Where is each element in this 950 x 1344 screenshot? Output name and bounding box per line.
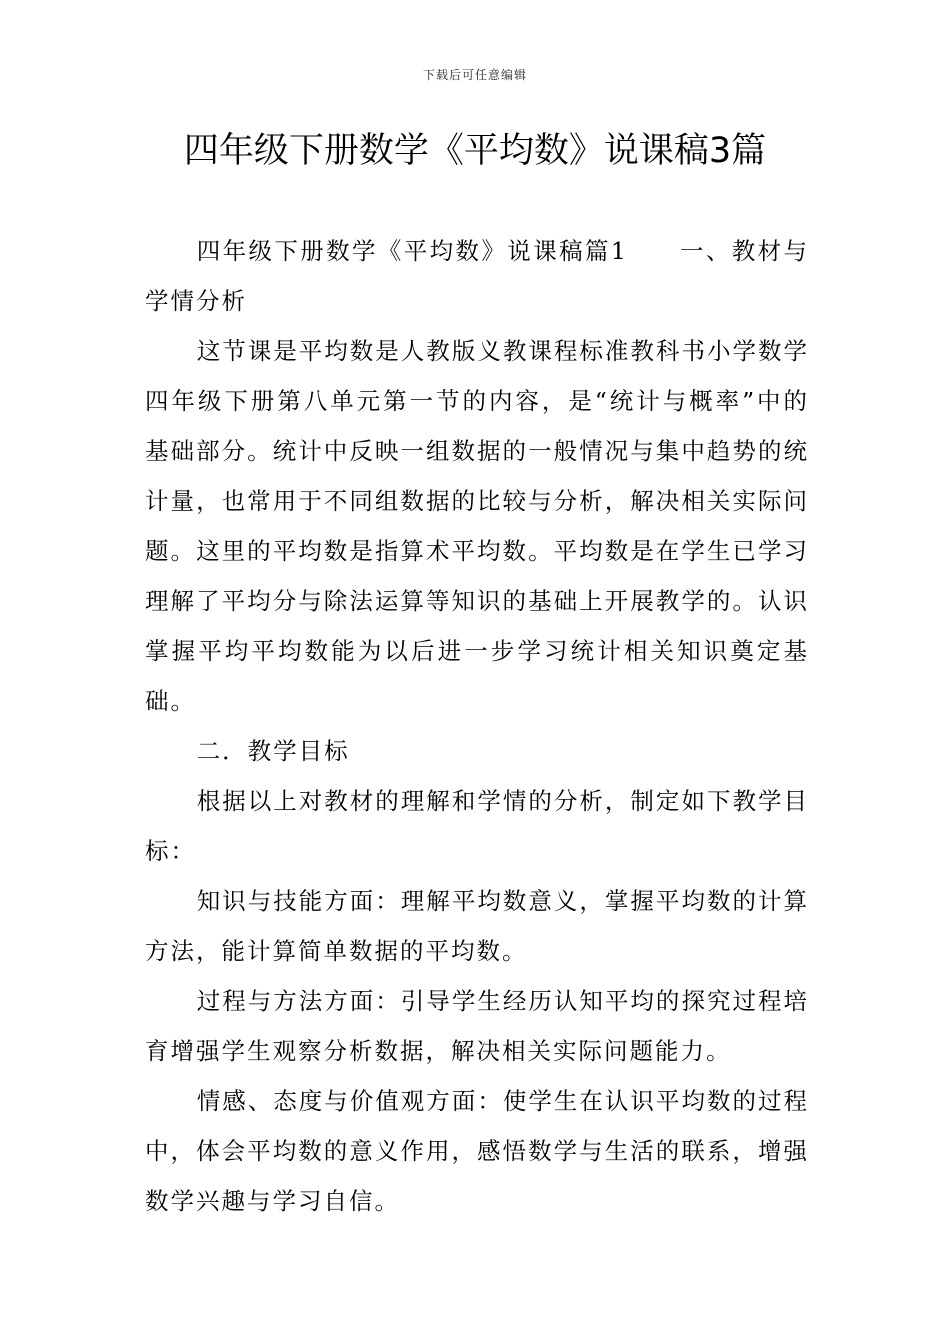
document-body xyxy=(145,226,809,1226)
document-title: 四年级下册数学《平均数》说课稿3篇 xyxy=(183,131,767,171)
paragraph-objectives-intro: 根据以上对教材的理解和学情的分析，制定如下教学目标： xyxy=(145,787,809,865)
paragraph-process-methods: 过程与方法方面：引导学生经历认知平均的探究过程培育增强学生观察分析数据，解决相关实际问题能力。 xyxy=(145,987,809,1065)
paragraph-section-heading: 二．教学目标 xyxy=(196,737,350,765)
header-note: 下载后可任意编辑 xyxy=(422,68,527,82)
paragraph-emotion-attitude: 情感、态度与价值观方面：使学生在认识平均数的过程中，体会平均数的意义作用，感悟数学与生活的联系，增强数学兴趣与学习自信。 xyxy=(145,1087,809,1215)
paragraph-knowledge-skills: 知识与技能方面：理解平均数意义，掌握平均数的计算方法，能计算简单数据的平均数。 xyxy=(145,887,809,965)
paragraph-material-analysis: 这节课是平均数是人教版义教课程标准教科书小学数学四年级下册第八单元第一节的内容，是“统计与概率”中的基础部分。统计中反映一组数据的一般情况与集中趋势的统计量，也常用于不同组数据的比较与分析，解决相关实际问题。这里的平均数是指算术平均数。平均数是在学生已学习理解了平均分与除法运算等知识的基础上开展教学的。认识掌握平均平均数能为以后进一步学习统计相关知识奠定基础。 xyxy=(145,337,809,715)
paragraph-intro: 四年级下册数学《平均数》说课稿篇1 一、教材与学情分析 xyxy=(145,237,809,315)
